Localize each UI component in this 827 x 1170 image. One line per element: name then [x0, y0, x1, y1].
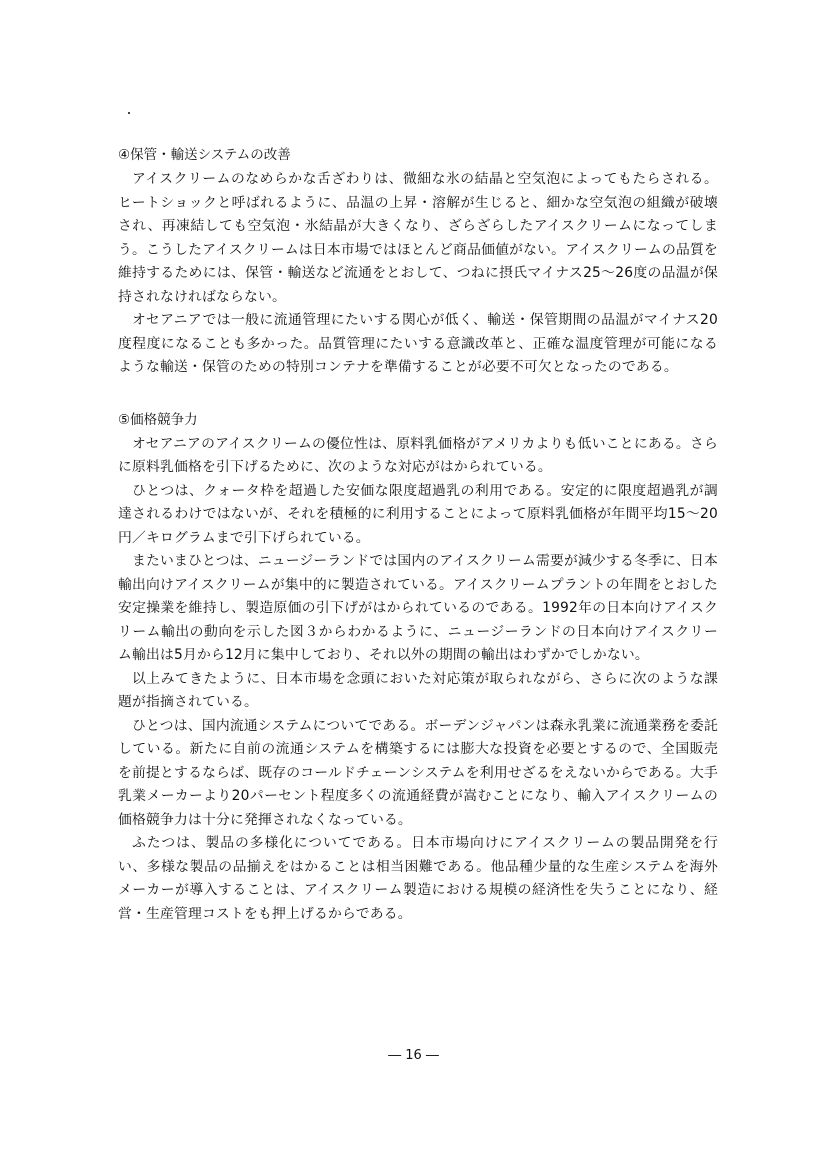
section-price-competitiveness [118, 411, 718, 927]
paragraph: ふたつは、製品の多様化についてである。日本市場向けにアイスクリームの製品開発を行い、多様な製品の品揃えをはかることは相当困難である。他品種少量的な生産システムを海外メーカーが導入することは、アイスクリーム製造における規模の経済性を失うことになり、経営・生産管理コストをも押上げるからである。 [118, 835, 718, 922]
paragraph: アイスクリームのなめらかな舌ざわりは、微細な氷の結晶と空気泡によってもたらされる。ヒートショックと呼ばれるように、品温の上昇・溶解が生じると、細かな空気泡の組織が破壊され、再凍結しても空気泡・氷結晶が大きくなり、ざらざらしたアイスクリームになってしまう。こうしたアイスクリームは日本市場ではほとんど商品価値がない。アイスクリームの品質を維持するためには、保管・輸送など流通をとおして、つねに摂氏マイナス25～26度の品温が保持されなければならない。 [118, 171, 718, 305]
body-content [118, 146, 718, 926]
paragraph: ひとつは、国内流通システムについてである。ボーデンジャパンは森永乳業に流通業務を委託している。新たに自前の流通システムを構築するには膨大な投資を必要とするので、全国販売を前提とするならば、既存のコールドチェーンシステムを利用せざるをえないからである。大手乳業メーカーより20パーセント程度多くの流通経費が嵩むことになり、輸入アイスクリームの価格競争力は十分に発揮されなくなっている。 [118, 717, 718, 828]
section-heading: ④保管・輸送システムの改善 [118, 147, 291, 163]
paragraph: オセアニアのアイスクリームの優位性は、原料乳価格がアメリカよりも低いことにある。さらに原料乳価格を引下げるために、次のような対応がはかられている。 [118, 435, 718, 475]
section-heading: ⑤価格競争力 [118, 411, 198, 428]
paragraph: またいまひとつは、ニュージーランドでは国内のアイスクリーム需要が減少する冬季に、日本輸出向けアイスクリームが集中的に製造されている。アイスクリームプラントの年間をとおした安定操業を維持し、製造原価の引下げがはかられているのである。1992年の日本向けアイスクリーム輸出の動向を示した図３からわかるように、ニュージーランドの日本向けアイスクリーム輸出は5月から12月に集中しており、それ以外の期間の輸出はわずかでしかない。 [118, 553, 718, 663]
paragraph: 以上みてきたように、日本市場を念頭においた対応策が取られながら、さらに次のような課題が指摘されている。 [118, 670, 718, 710]
page-number: ― 16 ― [388, 1048, 439, 1063]
paragraph: ひとつは、クォータ枠を超過した安価な限度超過乳の利用である。安定的に限度超過乳が調達されるわけではないが、それを積極的に利用することによって原料乳価格が年間平均15～20円／キログラムまで引下げられている。 [118, 482, 718, 546]
paragraph: オセアニアでは一般に流通管理にたいする関心が低く、輸送・保管期間の品温がマイナス20度程度になることも多かった。品質管理にたいする意識改革と、正確な温度管理が可能になるような輸送・保管のための特別コンテナを準備することが必要不可欠となったのである。 [118, 312, 718, 375]
scan-speck [128, 112, 130, 114]
section-storage-transport [118, 146, 718, 380]
